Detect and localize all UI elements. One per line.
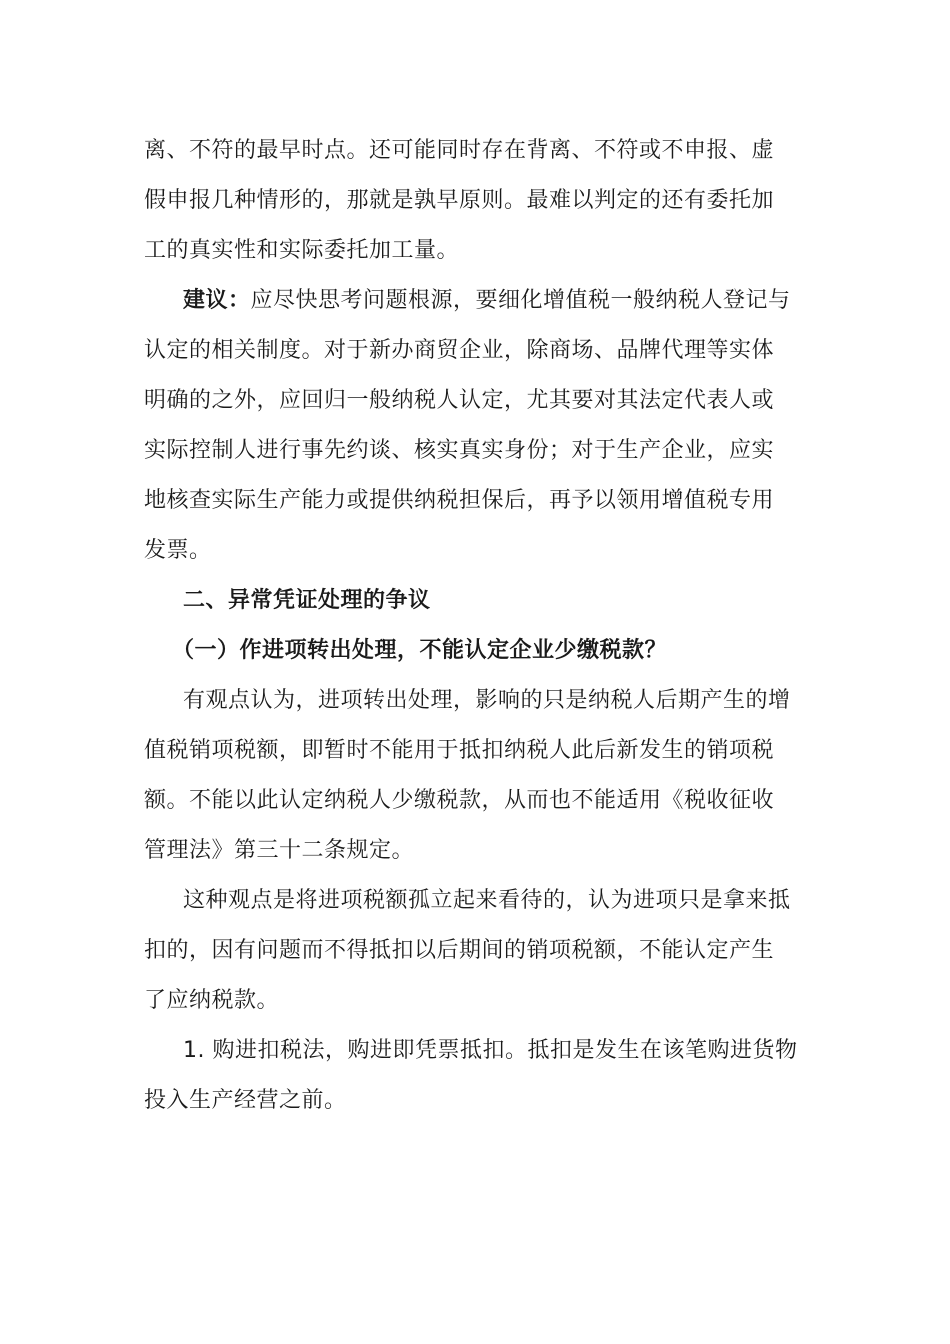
text-line: 这种观点是将进项税额孤立起来看待的，认为进项只是拿来抵	[183, 888, 791, 913]
numbered-point: 1. 购进扣税法，购进即凭票抵扣。抵扣是发生在该笔购进货物	[183, 1038, 798, 1063]
text-line: 扣的，因有问题而不得抵扣以后期间的销项税额，不能认定产生	[144, 938, 775, 963]
suggestion-first-line	[183, 286, 791, 316]
text-line: 明确的之外，应回归一般纳税人认定，尤其要对其法定代表人或	[144, 388, 775, 413]
text-line: 工的真实性和实际委托加工量。	[144, 238, 460, 263]
text-line: 假申报几种情形的，那就是孰早原则。最难以判定的还有委托加	[144, 188, 775, 213]
suggestion-label: 建议：	[183, 288, 251, 313]
text-line: 投入生产经营之前。	[144, 1088, 347, 1113]
text-line: 地核查实际生产能力或提供纳税担保后，再予以领用增值税专用	[144, 488, 775, 513]
text-line: 额。不能以此认定纳税人少缴税款，从而也不能适用《税收征收	[144, 788, 775, 813]
text-line: 管理法》第三十二条规定。	[144, 838, 415, 863]
text-line: 认定的相关制度。对于新办商贸企业，除商场、品牌代理等实体	[144, 338, 775, 363]
text-line: 发票。	[144, 538, 212, 563]
text-line: 实际控制人进行事先约谈、核实真实身份；对于生产企业，应实	[144, 438, 775, 463]
section-heading: 二、异常凭证处理的争议	[183, 588, 431, 613]
text-line: 值税销项税额，即暂时不能用于抵扣纳税人此后新发生的销项税	[144, 738, 775, 763]
text-line: 了应纳税款。	[144, 988, 280, 1013]
text-line: 有观点认为，进项转出处理，影响的只是纳税人后期产生的增	[183, 688, 791, 713]
text-line: 离、不符的最早时点。还可能同时存在背离、不符或不申报、虚	[144, 138, 775, 163]
subsection-heading: （一）作进项转出处理，不能认定企业少缴税款？	[172, 638, 668, 663]
suggestion-text: 应尽快思考问题根源，要细化增值税一般纳税人登记与	[250, 288, 791, 313]
